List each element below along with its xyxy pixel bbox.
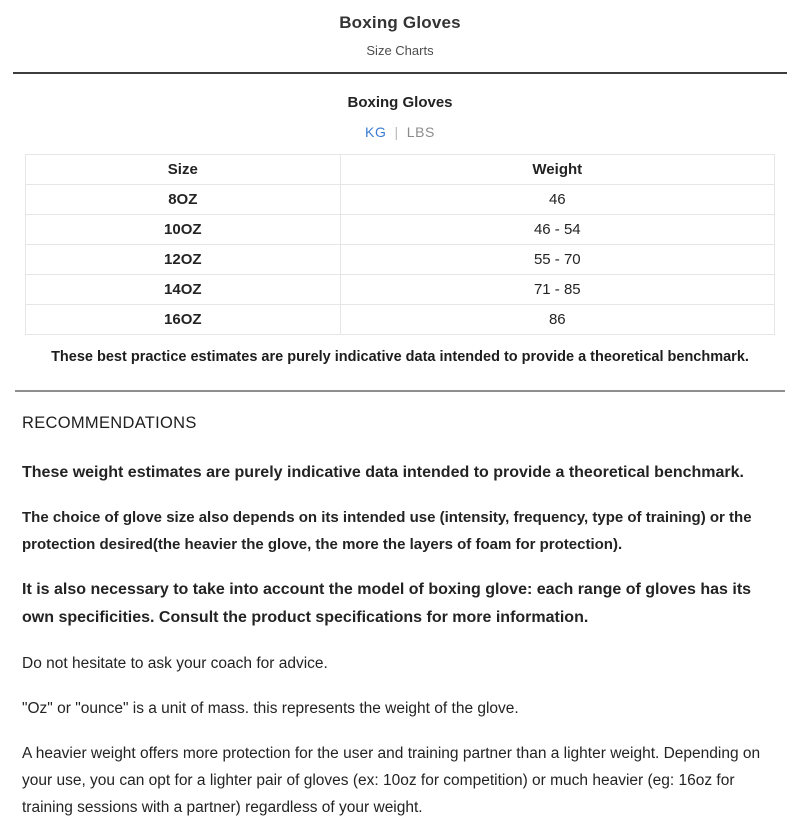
unit-lbs-button[interactable]: LBS bbox=[406, 124, 435, 140]
size-table-wrap bbox=[25, 154, 775, 335]
weight-cell: 46 - 54 bbox=[340, 215, 774, 245]
size-cell: 16OZ bbox=[26, 305, 341, 335]
size-column-header: Size bbox=[26, 155, 341, 185]
table-row bbox=[26, 275, 775, 305]
table-header-row bbox=[26, 155, 775, 185]
size-chart-section bbox=[0, 94, 800, 365]
table-row bbox=[26, 215, 775, 245]
unit-separator: | bbox=[394, 124, 399, 140]
weight-cell: 71 - 85 bbox=[340, 275, 774, 305]
table-row bbox=[26, 185, 775, 215]
recommendation-paragraph: These weight estimates are purely indicative data intended to provide a theoretical benchmark. bbox=[22, 464, 744, 481]
recommendations-paragraphs bbox=[0, 459, 800, 821]
unit-toggle bbox=[0, 124, 800, 140]
unit-kg-button[interactable]: KG bbox=[365, 124, 387, 140]
weight-cell: 86 bbox=[340, 305, 774, 335]
recommendation-paragraph: Do not hesitate to ask your coach for advice. bbox=[22, 655, 328, 672]
weight-cell: 55 - 70 bbox=[340, 245, 774, 275]
recommendations-section bbox=[0, 414, 800, 821]
size-chart-heading: Boxing Gloves bbox=[347, 94, 453, 111]
section-divider bbox=[15, 390, 785, 392]
size-table bbox=[25, 154, 775, 335]
size-table-body bbox=[26, 185, 775, 335]
table-row bbox=[26, 305, 775, 335]
page-subtitle: Size Charts bbox=[366, 43, 434, 58]
weight-column-header: Weight bbox=[340, 155, 774, 185]
size-cell: 8OZ bbox=[26, 185, 341, 215]
chart-note: These best practice estimates are purely indicative data intended to provide a theoretical benchmark. bbox=[51, 349, 749, 365]
size-cell: 10OZ bbox=[26, 215, 341, 245]
table-row bbox=[26, 245, 775, 275]
recommendation-paragraph: A heavier weight offers more protection for the user and training partner than a lighter weight. Depending on your use, you can opt for a lighter pair of gloves (ex: 10oz for competition) or much heavier (eg: 16oz for training sessions with a partner) regardless of your weight. bbox=[22, 745, 761, 816]
recommendations-heading: RECOMMENDATIONS bbox=[22, 414, 197, 432]
recommendation-paragraph: The choice of glove size also depends on its intended use (intensity, frequency, type of training) or the protection desired(the heavier the glove, the more the layers of foam for protection). bbox=[22, 509, 752, 553]
recommendation-paragraph: "Oz" or "ounce" is a unit of mass. this represents the weight of the glove. bbox=[22, 700, 519, 717]
top-divider bbox=[13, 72, 787, 74]
page-header bbox=[0, 0, 800, 58]
size-cell: 12OZ bbox=[26, 245, 341, 275]
page-title: Boxing Gloves bbox=[339, 13, 461, 32]
size-cell: 14OZ bbox=[26, 275, 341, 305]
weight-cell: 46 bbox=[340, 185, 774, 215]
recommendation-paragraph: It is also necessary to take into account the model of boxing glove: each range of gloves has its own specificities. Consult the product specifications for more information. bbox=[22, 581, 752, 626]
